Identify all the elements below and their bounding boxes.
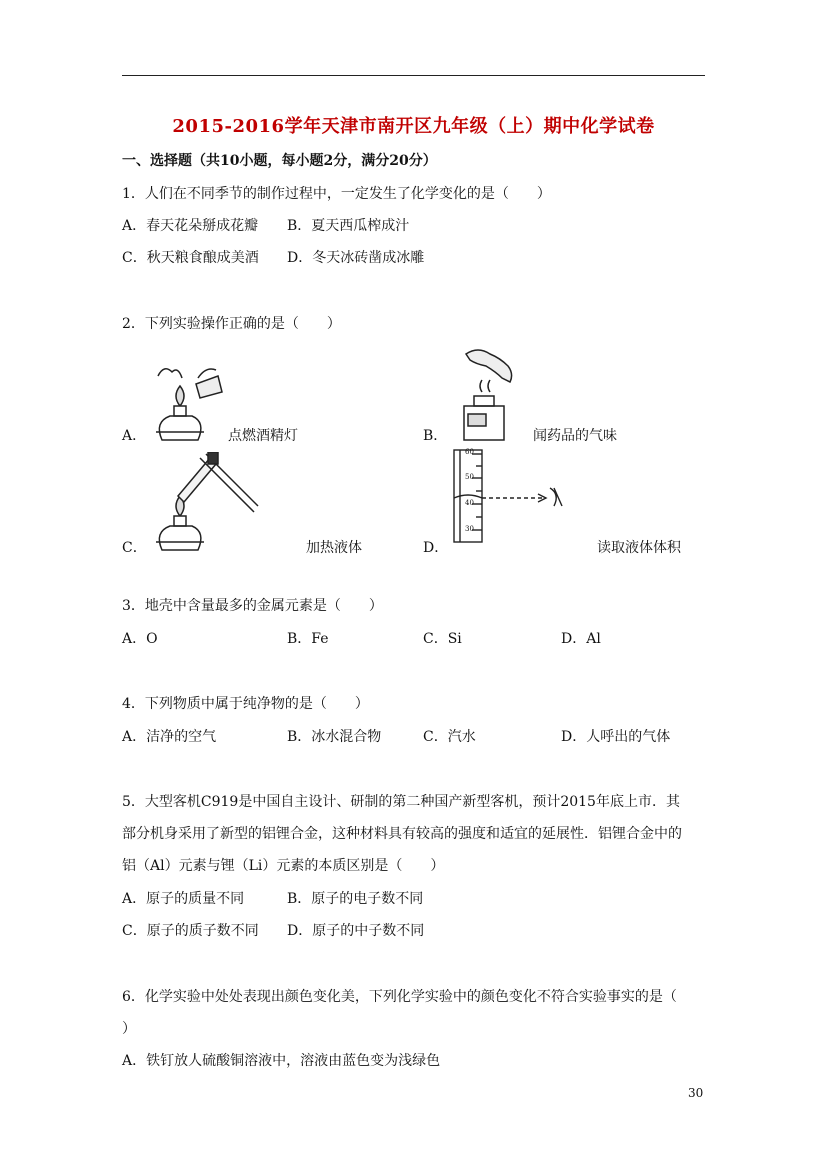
q3-option-c: C．Si (423, 631, 462, 647)
scale-label: 60 (465, 448, 474, 456)
question-5-stem-line-3: 铝（Al）元素与锂（Li）元素的本质区别是（ ） (122, 858, 445, 874)
q2-caption-b: 闻药品的气味 (533, 428, 617, 444)
question-3-stem: 3．地壳中含量最多的金属元素是（ ） (122, 598, 383, 614)
question-6-stem-line-2: ） (122, 1021, 136, 1037)
q6-option-a: A．铁钉放人硫酸铜溶液中，溶液由蓝色变为浅绿色 (122, 1053, 441, 1069)
cylinder-scale-labels (462, 448, 482, 544)
q3-option-d: D．Al (561, 631, 601, 647)
q4-option-c: C．汽水 (423, 729, 476, 745)
question-4-stem: 4．下列物质中属于纯净物的是（ ） (122, 696, 369, 712)
q2-caption-c: 加热液体 (306, 540, 362, 556)
q2-option-a: A． (122, 428, 147, 444)
heating-liquid-figure (148, 452, 260, 552)
q5-option-a: A．原子的质量不同 (122, 891, 245, 907)
q4-option-a: A．洁净的空气 (122, 729, 217, 745)
question-1-stem: 1．人们在不同季节的制作过程中，一定发生了化学变化的是（ ） (122, 186, 551, 202)
q2-option-d: D． (423, 540, 449, 556)
question-2-stem: 2．下列实验操作正确的是（ ） (122, 316, 341, 332)
question-6-stem-line-1: 6．化学实验中处处表现出颜色变化美，下列化学实验中的颜色变化不符合实验事实的是（ (122, 989, 677, 1005)
question-5-stem-line-1: 5．大型客机C919是中国自主设计、研制的第二种国产新型客机，预计2015年底上市．其 (122, 794, 680, 810)
q1-option-d: D．冬天冰砖凿成冰雕 (287, 250, 425, 266)
scale-label: 40 (465, 499, 474, 507)
q2-caption-a: 点燃酒精灯 (228, 428, 298, 444)
section-heading: 一、选择题（共10小题，每小题2分，满分20分） (122, 153, 437, 169)
header-rule (122, 75, 705, 76)
q1-option-c: C．秋天粮食酿成美酒 (122, 250, 259, 266)
scale-label: 30 (465, 525, 474, 533)
q5-option-d: D．原子的中子数不同 (287, 923, 425, 939)
q4-option-b: B．冰水混合物 (287, 729, 382, 745)
q2-caption-d: 读取液体体积 (597, 540, 681, 556)
scale-label: 50 (465, 473, 474, 481)
q5-option-b: B．原子的电子数不同 (287, 891, 424, 907)
page-title: 2015-2016学年天津市南开区九年级（上）期中化学试卷 (172, 116, 655, 137)
q5-option-c: C．原子的质子数不同 (122, 923, 259, 939)
q2-option-b: B． (423, 428, 448, 444)
q3-option-a: A．O (122, 631, 158, 647)
page-number: 30 (688, 1086, 704, 1100)
lighting-alcohol-lamp-figure (148, 358, 228, 442)
q1-option-b: B．夏天西瓜榨成汁 (287, 218, 410, 234)
q4-option-d: D．人呼出的气体 (561, 729, 671, 745)
smelling-reagent-figure (456, 344, 520, 442)
question-5-stem-line-2: 部分机身采用了新型的铝锂合金，这种材料具有较高的强度和适宜的延展性．铝锂合金中的 (122, 826, 682, 842)
q2-option-c: C． (122, 540, 147, 556)
q1-option-a: A．春天花朵掰成花瓣 (122, 218, 259, 234)
q3-option-b: B．Fe (287, 631, 329, 647)
